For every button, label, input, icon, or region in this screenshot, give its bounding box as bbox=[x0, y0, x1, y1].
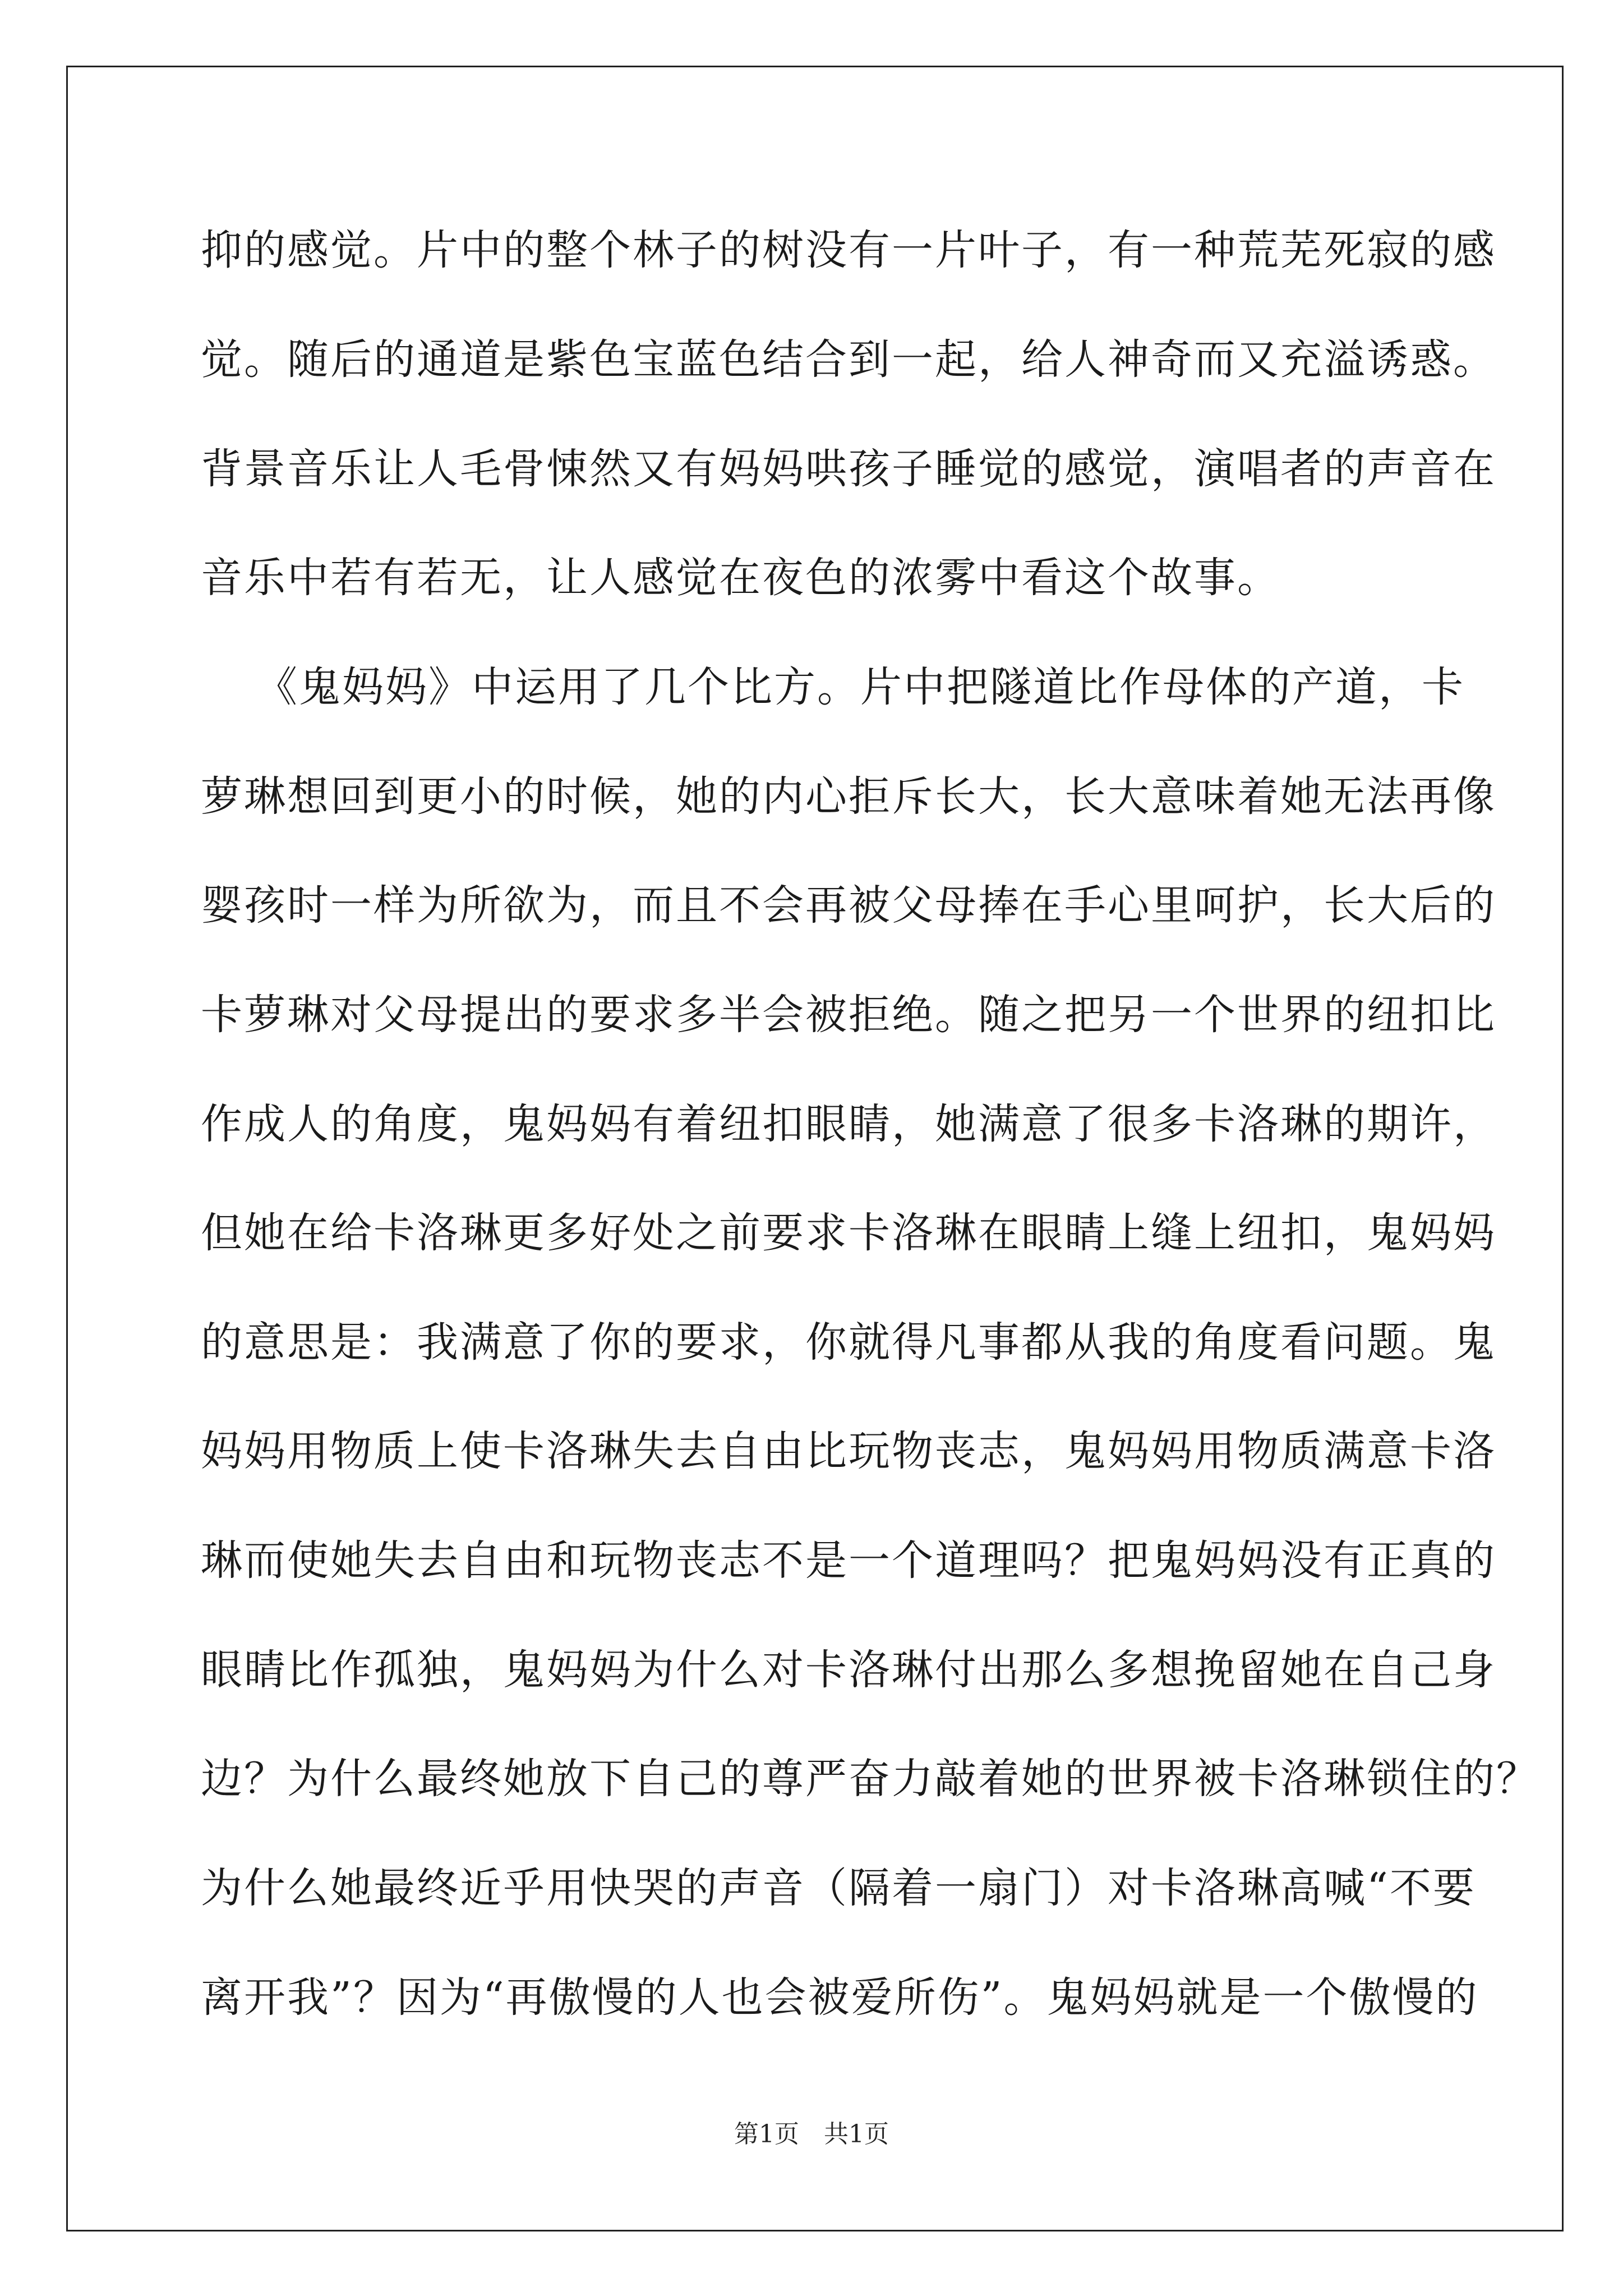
text-line: 萝琳想回到更小的时候，她的内心拒斥长大，长大意味着她无法再像 bbox=[201, 772, 1496, 821]
text-line: 眼睛比作孤独，鬼妈妈为什么对卡洛琳付出那么多想挽留她在自己身 bbox=[201, 1646, 1496, 1694]
text-line: 妈妈用物质上使卡洛琳失去自由比玩物丧志，鬼妈妈用物质满意卡洛 bbox=[201, 1427, 1496, 1475]
text-line: 背景音乐让人毛骨悚然又有妈妈哄孩子睡觉的感觉，演唱者的声音在 bbox=[201, 445, 1496, 493]
text-line: 边？为什么最终她放下自己的尊严奋力敲着她的世界被卡洛琳锁住的？ bbox=[201, 1755, 1539, 1803]
text-line: 但她在给卡洛琳更多好处之前要求卡洛琳在眼睛上缝上纽扣，鬼妈妈 bbox=[201, 1209, 1496, 1257]
text-line: 觉。随后的通道是紫色宝蓝色结合到一起，给人神奇而又充溢诱惑。 bbox=[201, 335, 1496, 384]
text-line: 音乐中若有若无，让人感觉在夜色的浓雾中看这个故事。 bbox=[201, 554, 1280, 602]
paragraph-start-line: 《鬼妈妈》中运用了几个比方。片中把隧道比作母体的产道，卡 bbox=[256, 663, 1465, 711]
text-line: 作成人的角度，鬼妈妈有着纽扣眼睛，她满意了很多卡洛琳的期许， bbox=[201, 1100, 1496, 1148]
text-line: 琳而使她失去自由和玩物丧志不是一个道理吗？把鬼妈妈没有正真的 bbox=[201, 1536, 1496, 1585]
text-line: 卡萝琳对父母提出的要求多半会被拒绝。随之把另一个世界的纽扣比 bbox=[201, 991, 1496, 1039]
text-line: 的意思是：我满意了你的要求，你就得凡事都从我的角度看问题。鬼 bbox=[201, 1318, 1496, 1366]
text-line: 婴孩时一样为所欲为，而且不会再被父母捧在手心里呵护，长大后的 bbox=[201, 881, 1496, 930]
text-line: 抑的感觉。片中的整个林子的树没有一片叶子，有一种荒芜死寂的感 bbox=[201, 226, 1496, 274]
text-line: 离开我”？因为“再傲慢的人也会被爱所伤”。鬼妈妈就是一个傲慢的 bbox=[201, 1973, 1479, 2022]
page-number-footer: 第1页 共1页 bbox=[734, 2120, 889, 2148]
text-line: 为什么她最终近乎用快哭的声音（隔着一扇门）对卡洛琳高喊“不要 bbox=[201, 1864, 1476, 1912]
